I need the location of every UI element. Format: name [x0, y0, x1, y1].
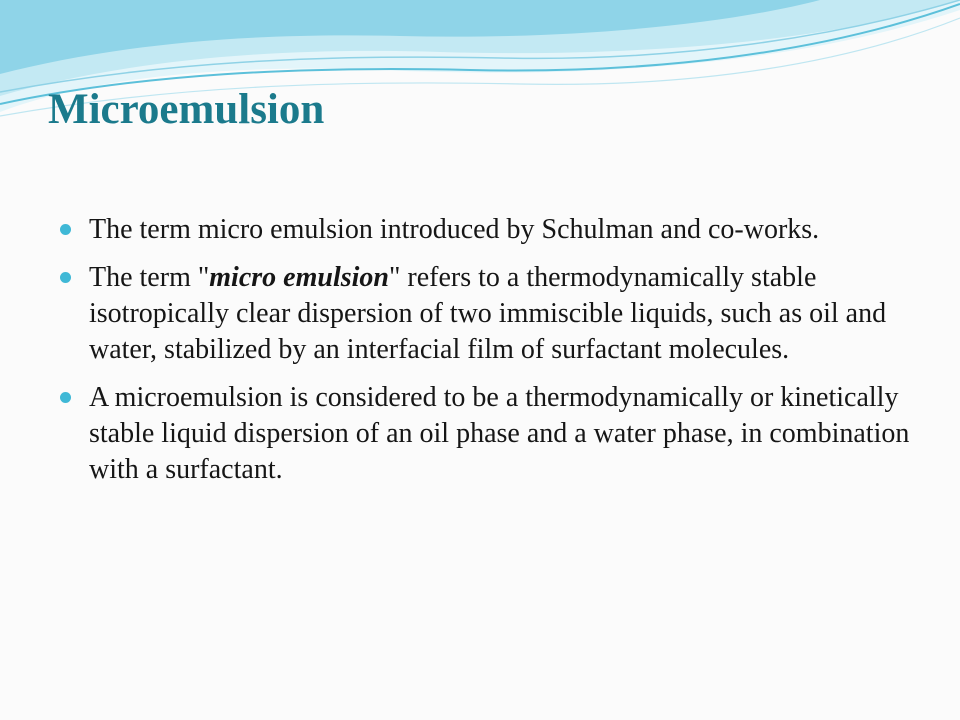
- bullet-text-2-before: The term ": [89, 262, 210, 293]
- bullet-text-1: The term micro emulsion introduced by Schulman and co-works.: [89, 214, 820, 245]
- bullet-item-1: [60, 212, 916, 248]
- bullet-text-2-after: " refers to a thermodynamically stable isotropically clear dispersion of two immiscible liquids, such as oil and water, stabilized by an interfacial film of surfactant molecules.: [89, 262, 887, 365]
- bullet-list: [60, 212, 916, 500]
- bullet-item-3: [60, 380, 916, 488]
- bullet-dot-icon: [60, 224, 71, 235]
- bullet-text-2-emphasis: micro emulsion: [209, 262, 389, 293]
- bullet-text-3: A microemulsion is considered to be a thermodynamically or kinetically stable liquid dispersion of an oil phase and a water phase, in combination with a surfactant.: [89, 382, 910, 485]
- bullet-dot-icon: [60, 392, 71, 403]
- slide-title: Microemulsion: [48, 86, 325, 133]
- bullet-dot-icon: [60, 272, 71, 283]
- bullet-item-2: [60, 260, 916, 368]
